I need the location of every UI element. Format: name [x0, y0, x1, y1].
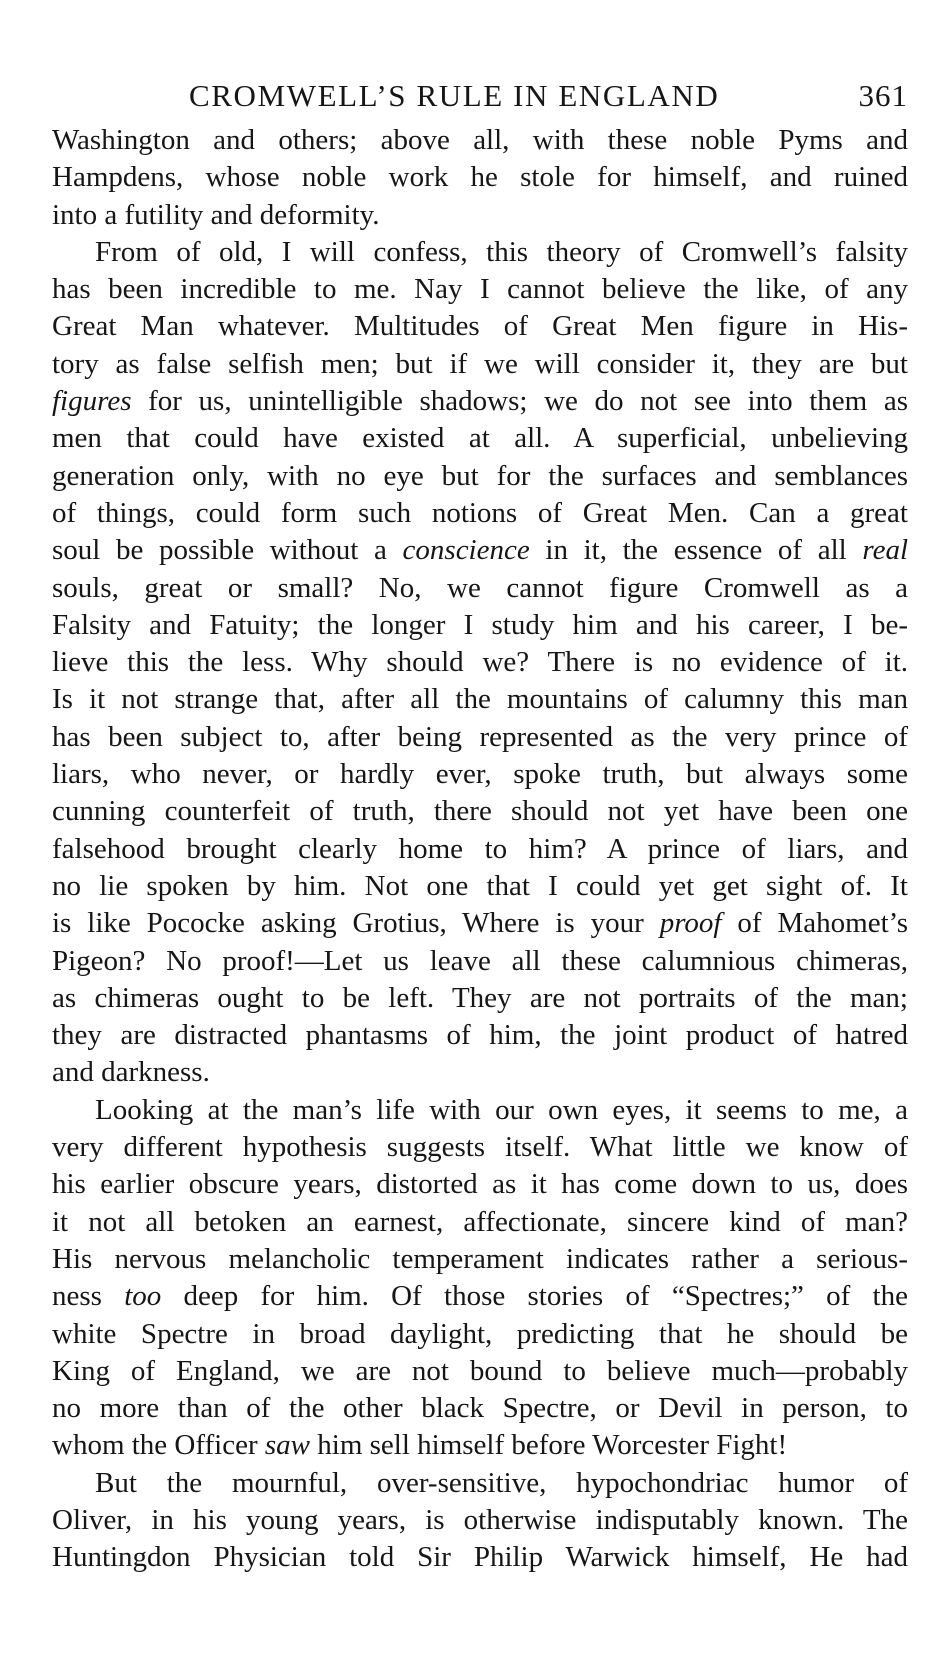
italic-word: figures: [52, 385, 132, 418]
text-line: Falsity and Fatuity; the longer I study him and his career, I be-: [52, 608, 908, 641]
running-head: [52, 72, 908, 122]
text-line: Washington and others; above all, with these noble Pyms and: [52, 124, 908, 156]
text-line: Oliver, in his young years, is otherwise indisputably known. The: [52, 1503, 908, 1536]
text-line: tory as false selfish men; but if we will consider it, they are but: [52, 347, 908, 380]
text-line: King of England, we are not bound to believe much—probably: [52, 1354, 908, 1387]
text-line: Is it not strange that, after all the mountains of calumny this man: [52, 683, 908, 716]
text-line: From of old, I will confess, this theory of Cromwell’s falsity: [95, 235, 908, 268]
book-page: [52, 72, 908, 1577]
text-run: deep for him. Of those stories of “Spectres;” of the: [161, 1280, 908, 1313]
running-title: CROMWELL’S RULE IN ENGLAND: [189, 78, 720, 113]
text-line: it not all betoken an earnest, affectionate, sincere kind of man?: [52, 1205, 908, 1238]
text-line: and darkness.: [52, 1056, 210, 1089]
text-run: of Mahomet’s: [721, 907, 908, 940]
text-line: lieve this the less. Why should we? There is no evidence of it.: [52, 646, 908, 679]
text-line: very different hypothesis suggests itself. What little we know of: [52, 1131, 908, 1164]
text-line: no more than of the other black Spectre, or Devil in person, to: [52, 1392, 908, 1425]
italic-word: real: [862, 534, 908, 567]
italic-word: too: [124, 1280, 162, 1313]
italic-word: conscience: [402, 534, 530, 567]
text-line: they are distracted phantasms of him, the joint product of hatred: [52, 1019, 908, 1052]
text-line: [52, 383, 908, 420]
paragraph-4: [52, 1465, 908, 1577]
text-line: into a futility and deformity.: [52, 198, 380, 231]
text-run: whom the Officer: [52, 1429, 265, 1462]
text-line: His nervous melancholic temperament indicates rather a serious-: [52, 1242, 908, 1275]
text-line: cunning counterfeit of truth, there should not yet have been one: [52, 795, 908, 828]
text-line: But the mournful, over-sensitive, hypochondriac humor of: [95, 1466, 908, 1499]
text-line: liars, who never, or hardly ever, spoke truth, but always some: [52, 758, 908, 791]
text-line: has been incredible to me. Nay I cannot believe the like, of any: [52, 273, 908, 306]
text-line: men that could have existed at all. A superficial, unbelieving: [52, 422, 908, 455]
text-line: white Spectre in broad daylight, predicting that he should be: [52, 1317, 908, 1350]
text-line: [52, 1427, 908, 1464]
text-line: Pigeon? No proof!—Let us leave all these calumnious chimeras,: [52, 944, 908, 977]
text-line: his earlier obscure years, distorted as it has come down to us, does: [52, 1168, 908, 1201]
text-line: [52, 1278, 908, 1315]
text-line: as chimeras ought to be left. They are not portraits of the man;: [52, 981, 908, 1014]
text-line: falsehood brought clearly home to him? A prince of liars, and: [52, 832, 908, 865]
paragraph-1: [52, 122, 908, 234]
text-run: in it, the essence of all: [529, 534, 863, 567]
page-number: 361: [858, 78, 908, 113]
paragraph-2: [52, 234, 908, 1092]
text-line: of things, could form such notions of Great Men. Can a great: [52, 496, 908, 529]
italic-word: proof: [659, 907, 722, 940]
text-run: ness: [52, 1280, 125, 1313]
text-run: is like Pococke asking Grotius, Where is your: [52, 907, 660, 940]
text-run: him sell himself before Worcester Fight!: [310, 1429, 788, 1462]
text-line: souls, great or small? No, we cannot figure Cromwell as a: [52, 571, 908, 604]
text-line: [52, 905, 908, 942]
text-line: generation only, with no eye but for the surfaces and semblances: [52, 459, 908, 492]
text-run: soul be possible without a: [52, 534, 403, 567]
italic-word: saw: [264, 1429, 311, 1462]
text-line: Great Man whatever. Multitudes of Great Men figure in His-: [52, 310, 908, 343]
text-line: Huntingdon Physician told Sir Philip Warwick himself, He had: [52, 1541, 908, 1574]
text-line: Hampdens, whose noble work he stole for himself, and ruined: [52, 161, 908, 194]
text-line: no lie spoken by him. Not one that I could yet get sight of. It: [52, 869, 908, 902]
text-line: Looking at the man’s life with our own eyes, it seems to me, a: [95, 1093, 908, 1126]
text-line: [52, 532, 908, 569]
paragraph-3: [52, 1092, 908, 1465]
text-line: has been subject to, after being represented as the very prince of: [52, 720, 908, 753]
text-run: for us, unintelligible shadows; we do not see into them as: [131, 385, 908, 418]
